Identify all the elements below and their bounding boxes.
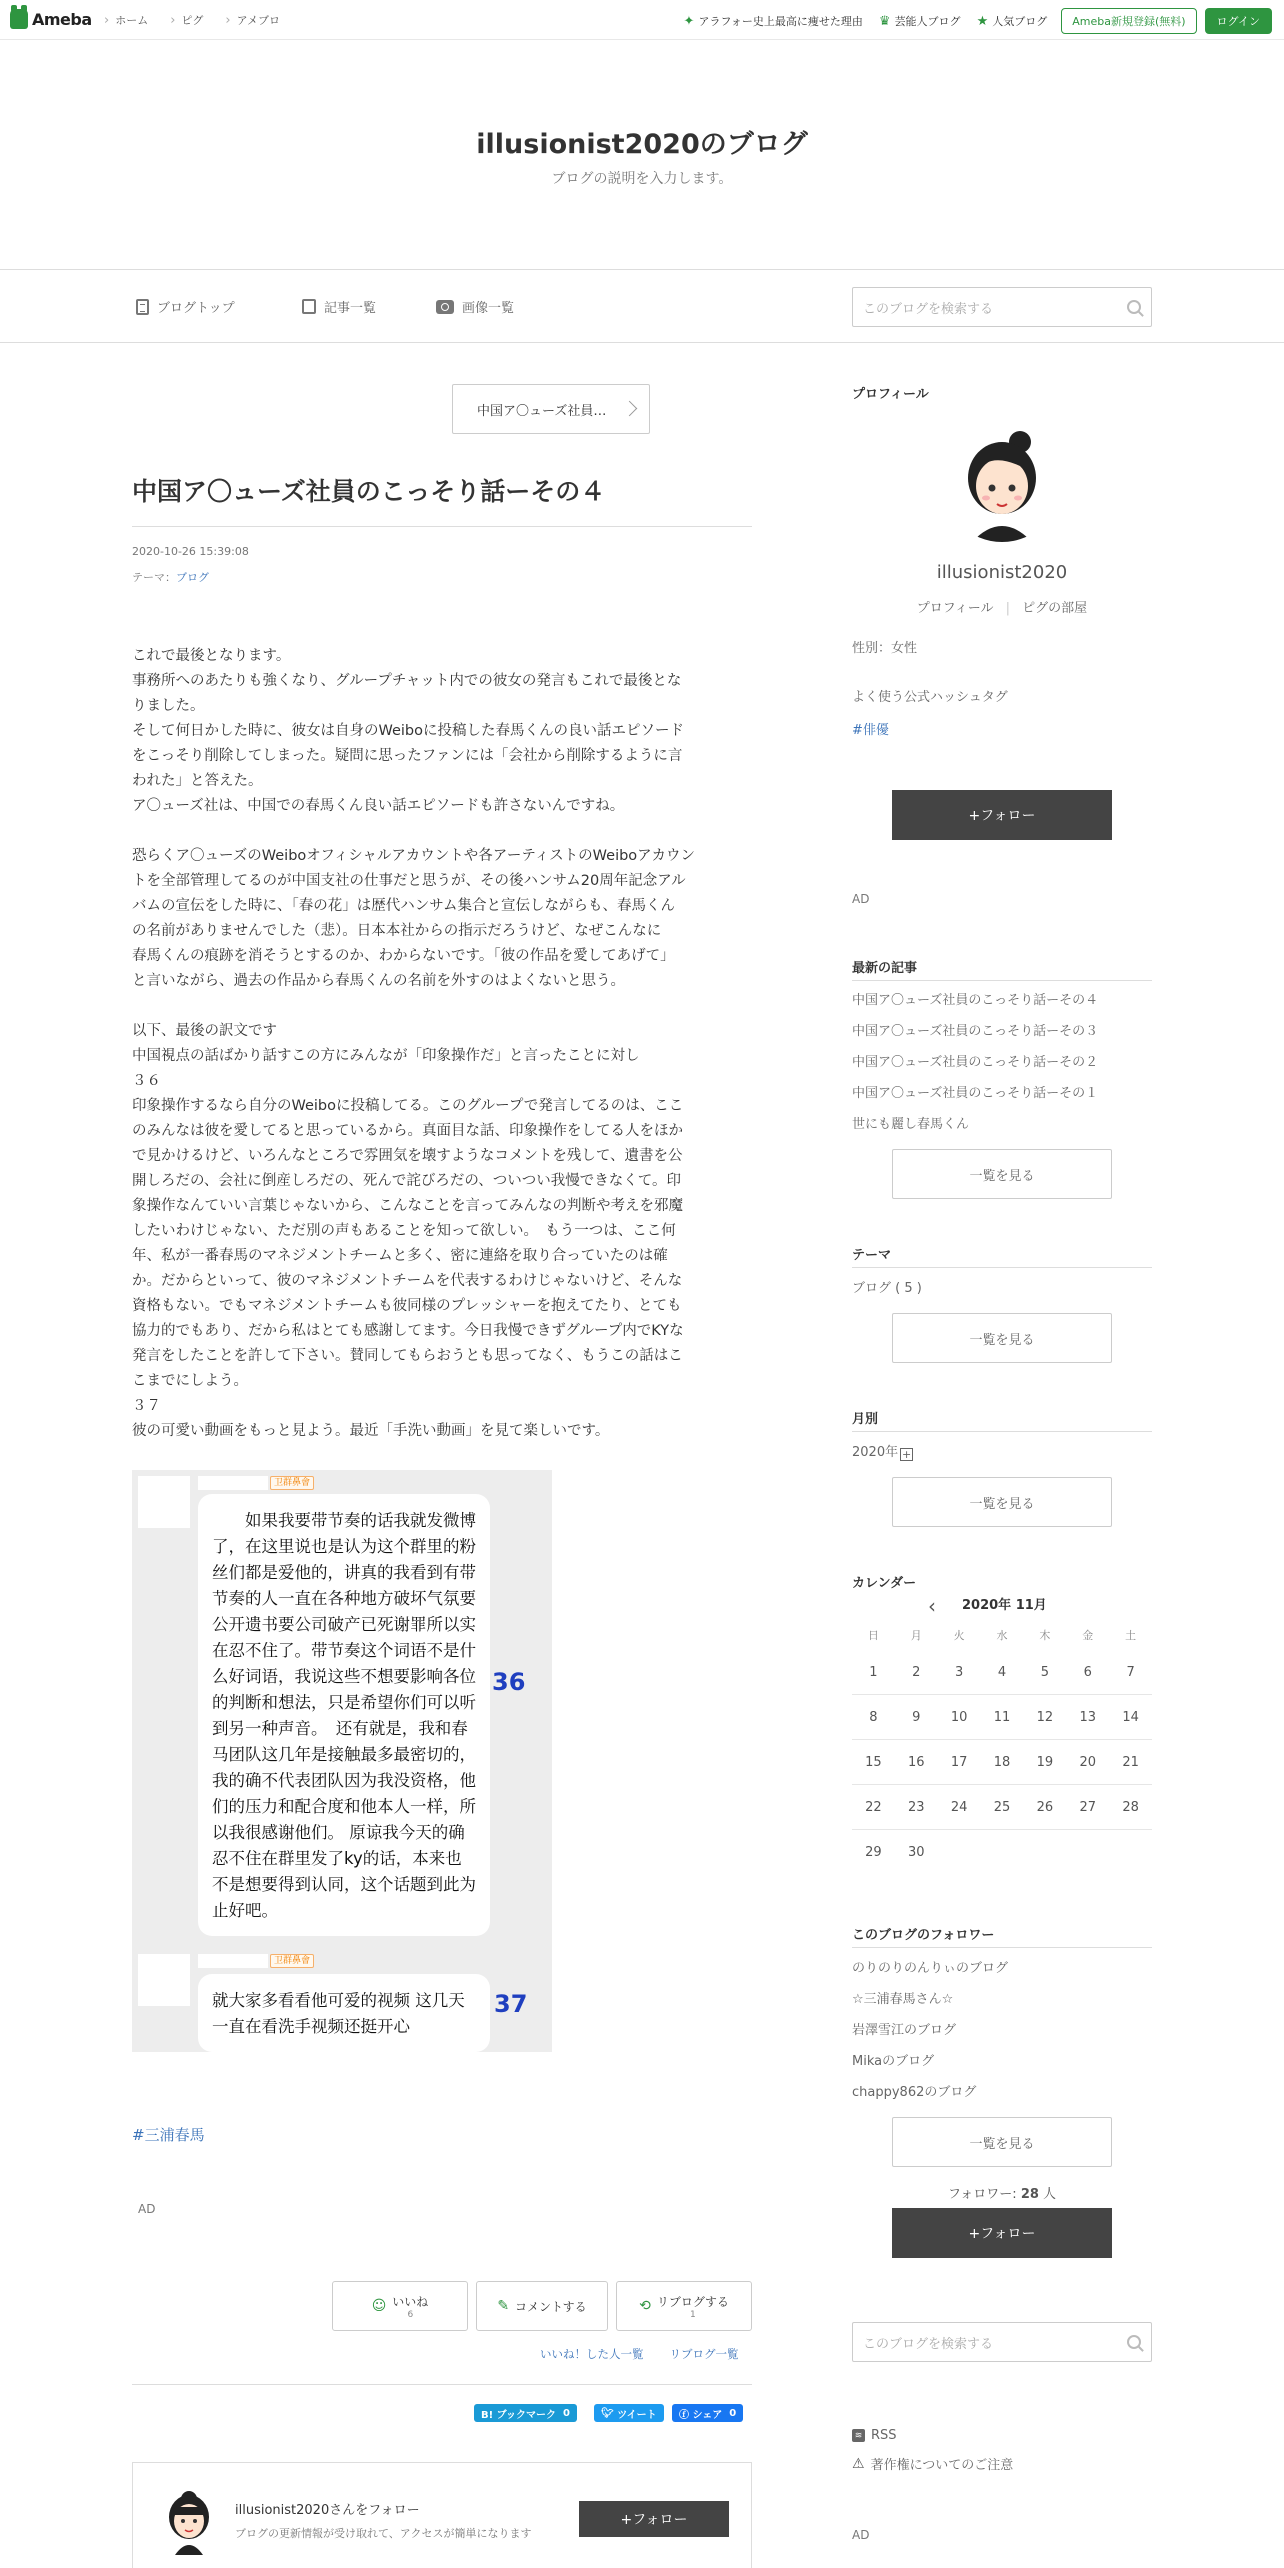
profile-heading: プロフィール [852,387,929,402]
pigg-room-link[interactable]: ピグの部屋 [1022,601,1088,616]
copyright-notice-link[interactable] [852,2454,1013,2473]
like-button[interactable] [332,2281,468,2331]
calendar-day: 8 [869,1709,878,1725]
calendar-day: 30 [908,1845,925,1860]
prev-entry-label: 中国ア〇ューズ社員… [477,403,607,419]
calendar-week-row [852,1740,1152,1785]
rss-link[interactable] [852,2428,897,2443]
month-item-label: 2020年 [852,1445,899,1460]
ameba-logo[interactable] [10,9,92,29]
weekday-label: 月 [910,1629,922,1642]
article-date: 2020-10-26 15:39:08 [132,545,249,558]
follower-link[interactable]: chappy862のブログ [852,2085,977,2100]
follower-link[interactable]: ☆三浦春馬さん☆ [852,1992,954,2007]
login-button[interactable]: ログイン [1205,8,1272,34]
article-theme-prefix: テーマ： [132,571,176,584]
divider [132,2384,752,2385]
calendar-day: 24 [950,1799,968,1815]
article-paragraph: 以下、最後の訳文です 中国視点の話ばかり話すこの方にみんなが「印象操作だ」と言ったことに対し ３６ 印象操作するなら自分のWeiboに投稿してる。このグループで発言してるのは、ここ のみんなは彼を愛してると思っているから。真面目な話、印象操作をしてる人をほか で見かけるけど、いろんなところで雰囲気を壊すようなコメントを残して、遺書を公 開しろだの、会社に倒産しろだの、死んで詫びろだの、ついつい我慢できなくて。印 象操作なんていい言葉じゃないから、こんなことを言ってみんなの判断や考えを邪魔 したいわけじゃない、ただ別の声もあることを知って欲しい。 もう一つは、ここ何 年、私が一番春馬のマネジメントチームと多く、密に連絡を取り合っていたのは確 か。だからといって、彼のマネジメントチームを代表するわけじゃないけど、そんな 資格もない。でもマネジメントチームも彼同様のプレッシャーを抱えてたり、とても 協力的でもあり、だから私はとても感謝してます。今日我慢できずグループ内でKYな 発言をしたことを許して下さい。賛同してもらおうとも思ってなく、もうこの話はこ こまでにしよう。 ３７ 彼の可愛い動画をもっと見よう。最近「手洗い動画」を見て楽しいです。 [132,1023,684,1439]
sidebar-ad-label: AD [852,892,870,906]
chat-number-label: 37 [494,1990,528,2018]
calendar-day: 18 [993,1754,1011,1770]
follower-count-unit: 人 [1043,2187,1057,2202]
recent-more-button[interactable]: 一覧を見る [892,1149,1112,1199]
calendar-week-row [852,1785,1152,1830]
register-button[interactable]: Ameba新規登録(無料) [1061,8,1196,34]
weekday-label: 火 [953,1629,965,1642]
promo-link-label: アラフォー史上最高に痩せた理由 [698,15,863,28]
crown-icon: ♛ [878,13,891,29]
chat-avatar [138,1476,190,1528]
profile-name[interactable]: illusionist2020 [936,562,1068,583]
chat-avatar [138,1954,190,2006]
follow-box [132,2462,752,2568]
calendar-day: 11 [993,1709,1011,1725]
reblog-label-wrap [657,2293,729,2320]
facebook-share-button[interactable] [672,2404,743,2422]
reblog-button[interactable] [616,2281,752,2331]
rss-icon: ≋ [852,2429,865,2442]
document-icon [136,299,149,315]
ameba-logo-text: Ameba [32,9,92,29]
global-header [0,0,1284,40]
like-label-wrap [392,2293,428,2320]
calendar-day: 29 [865,1845,882,1860]
star-icon: ✦ [683,13,695,29]
blog-search-input[interactable] [852,287,1152,327]
profile-link[interactable]: プロフィール [916,601,994,616]
calendar-day: 12 [1036,1709,1054,1725]
weekday-label: 日 [867,1629,879,1642]
follower-link[interactable]: Mikaのブログ [852,2054,935,2069]
nav-entry-list-label: 記事一覧 [324,301,377,316]
theme-more-button[interactable]: 一覧を見る [892,1313,1112,1363]
chat-username-redacted [198,1954,268,1968]
sidebar-ad-label-bottom: AD [852,2528,870,2542]
popular-blog-label: 人気ブログ [992,15,1048,28]
comment-label: コメントする [515,2299,587,2314]
divider [852,980,1152,981]
header-links [684,8,1272,34]
recent-entry-link[interactable]: 世にも麗し春馬くん [852,1117,970,1132]
weekday-label: 水 [996,1629,1008,1642]
followers-more-button[interactable]: 一覧を見る [892,2117,1112,2167]
chat-badge: 卫群鼻會 [270,1476,314,1490]
follower-link[interactable]: 岩澤雪江のブログ [852,2023,957,2038]
nav-image-list-label: 画像一覧 [462,301,515,316]
followers-heading: このブログのフォロワー [852,1928,995,1943]
ad-label: AD [138,2202,156,2216]
article-title[interactable]: 中国ア〇ューズ社員のこっそり話ーその４ [132,472,752,527]
monthly-more-button[interactable]: 一覧を見る [892,1477,1112,1527]
profile-gender: 性別：女性 [852,641,918,656]
calendar-day: 2 [912,1664,921,1680]
chat-username-redacted [198,1476,268,1490]
search-placeholder: このブログを検索する [863,2336,994,2352]
chat-bubble: 如果我要带节奏的话我就发微博了，在这里说也是认为这个群里的粉丝们都是爱他的，讲真的我看到有带节奏的人一直在各种地方破坏气氛要公开遗书要公司破产已死谢罪所以实在忍不住了。带节奏这个词语不是什么好词语，我说这些不想要影响各位的判断和想法，只是希望你们可以听到另一种声音。 还有就是，我和春马团队这几年是接触最多最密切的，我的确不代表团队因为我没资格，他们的压力和配合度和他本人一样，所以我很感谢他们。 原谅我今天的确忍不住在群里发了ky的话，本来也不是想要得到认同，这个话题到此为止好吧。 [198,1494,490,1936]
article-theme [132,569,209,585]
promo-link[interactable] [684,13,863,29]
hashtag-heading: よく使う公式ハッシュタグ [852,690,1008,705]
calendar-day: 1 [869,1664,878,1680]
article-paragraph: これで最後となります。 事務所へのあたりも強くなり、グループチャット内での彼女の発言もこれで最後とな りました。 そして何日かした時に、彼女は自身のWeiboに投稿した春馬くんの良い話エピソード をこっそり削除してしまった。疑問に思ったファンには「会社から削除するように言 われた」と答えた。 ア〇ューズ社は、中国での春馬くん良い話エピソードも許さないんですね。 [132,648,685,814]
follower-count-label: フォロワー: [947,2187,1017,2202]
chat-screenshot-image[interactable] [132,1470,552,2052]
gnav-home-link[interactable]: › ホーム [104,12,148,28]
calendar-day: 16 [908,1754,925,1770]
like-list-link[interactable]: いいね！した人一覧 [540,2347,644,2361]
nav-image-list[interactable] [436,297,514,316]
hatena-label: B! ブックマーク [481,2409,556,2421]
weekday-label: 金 [1082,1629,1094,1642]
star-icon: ★ [976,13,989,29]
month-item-link[interactable] [852,1441,913,1461]
calendar-month: 2020年 11月 [962,1598,1047,1613]
calendar-day: 25 [993,1799,1011,1815]
calendar-day: 10 [950,1709,968,1725]
nav-blog-top-label: ブログトップ [157,301,235,316]
calendar-day: 23 [908,1799,925,1815]
comment-button[interactable] [476,2281,608,2331]
article-body [132,644,752,1469]
calendar-day: 20 [1079,1754,1096,1770]
comment-icon: ✎ [497,2298,510,2314]
reblog-list-link[interactable]: リブログ一覧 [669,2347,739,2361]
prev-entry-button[interactable] [452,384,650,434]
smile-icon: ☺ [371,2298,387,2314]
sidebar-follow-button-bottom[interactable]: +フォロー [892,2208,1112,2258]
follow-box-title: illusionist2020さんをフォロー [235,2503,420,2518]
article-paragraph: 恐らくア〇ューズのWeiboオフィシャルアカウントや各アーティストのWeiboアカウン トを全部管理してるのが中国支社の仕事だと思うが、その後ハンサム20周年記念アル バムの宣伝をした時に、「春の花」は歴代ハンサム集合と宣伝しながらも、春馬くん の名前がありませんでした（悲）。日本本社からの指示だろうけど、なぜこんなに 春馬くんの痕跡を消そうとするのか、わからないです。「彼の作品を愛してあげて」 と言いながら、過去の作品から春馬くんの名前を外すのはよくないと思う。 [132,848,696,989]
calendar-day: 19 [1036,1754,1054,1770]
monthly-heading: 月別 [852,1412,879,1427]
calendar-week-row [852,1695,1152,1740]
calendar-grid [852,1620,1152,1875]
article-theme-link[interactable]: ブログ [176,571,209,584]
reblog-icon: ⟲ [639,2298,651,2314]
calendar-day: 15 [865,1754,882,1770]
camera-icon [436,300,454,314]
recent-entry-link[interactable]: 中国ア〇ューズ社員のこっそり話ーその４ [852,993,1099,1008]
calendar-day: 5 [1040,1664,1049,1680]
global-nav [104,12,280,28]
ameba-logo-icon [10,9,28,29]
blog-description: ブログの説明を入力します。 [551,171,733,187]
separator: | [1005,601,1011,616]
recent-entry-link[interactable]: 中国ア〇ューズ社員のこっそり話ーその３ [852,1024,1099,1039]
calendar-week-row [852,1830,1152,1875]
fb-share-label: シェア [692,2409,723,2421]
sidebar-follow-button[interactable]: +フォロー [892,790,1112,840]
calendar-day: 3 [955,1664,964,1680]
calendar-prev-icon[interactable]: ‹ [928,1594,936,1618]
recent-entry-link[interactable]: 中国ア〇ューズ社員のこっそり話ーその１ [852,1086,1099,1101]
theme-heading: テーマ [852,1248,892,1263]
weekday-label: 木 [1039,1629,1051,1642]
search-icon[interactable] [1127,2335,1141,2349]
follow-box-subtitle: ブログの更新情報が受け取れて、アクセスが簡単になります [235,2527,532,2540]
calendar-heading: カレンダー [852,1576,917,1591]
popular-blog-link[interactable] [977,13,1048,29]
reblog-count: 1 [690,2309,696,2320]
calendar-day: 13 [1079,1709,1096,1725]
calendar-weekday-row [852,1620,1152,1650]
divider [852,1267,1152,1268]
expand-icon[interactable]: + [901,1448,912,1461]
weekday-label: 土 [1125,1629,1137,1642]
calendar-day: 7 [1126,1664,1135,1680]
tweet-label: ツイート [617,2409,657,2421]
chat-badge: 卫群鼻會 [270,1954,314,1968]
calendar-day: 9 [912,1709,921,1725]
divider [852,1431,1152,1432]
recent-heading: 最新の記事 [852,961,918,976]
facebook-icon: ⓕ [679,2409,689,2421]
article-hashtag-link[interactable]: #三浦春馬 [132,2126,205,2144]
celebrity-blog-link[interactable] [879,13,961,29]
follower-count [852,2183,1152,2202]
twitter-icon: 🐦︎ [601,2407,614,2419]
celebrity-blog-label: 芸能人ブログ [894,15,961,28]
calendar-day: 21 [1122,1754,1139,1770]
calendar-day: 22 [865,1799,882,1815]
follower-count-value: 28 [1020,2187,1039,2202]
search-icon[interactable] [1127,300,1141,314]
gnav-ameblo-link[interactable]: › アメブロ [225,12,280,28]
blog-header [0,40,1284,270]
profile-avatar[interactable] [942,422,1062,542]
search-placeholder: このブログを検索する [863,301,994,317]
reblog-label: リブログする [656,2294,729,2309]
warning-icon: ⚠ [852,2455,865,2472]
tweet-button[interactable] [594,2404,664,2422]
theme-item-link[interactable]: ブログ ( 5 ) [852,1281,922,1296]
calendar-day: 6 [1083,1664,1092,1680]
calendar-day: 17 [950,1754,968,1770]
nav-entry-list[interactable] [302,297,376,316]
calendar-day: 26 [1036,1799,1054,1815]
copyright-label: 著作権についてのご注意 [870,2458,1014,2473]
divider [852,1947,1152,1948]
chat-number-label: 36 [492,1668,526,1696]
follow-box-avatar [157,2483,221,2555]
calendar-day: 4 [997,1664,1007,1680]
like-label: いいね [392,2294,429,2309]
calendar-week-row [852,1650,1152,1695]
documents-icon [302,299,316,314]
hatena-bookmark-button[interactable] [474,2404,577,2422]
calendar-day: 28 [1122,1799,1139,1815]
chat-bubble: 就大家多看看他可爱的视频 这几天一直在看洗手视频还挺开心 [198,1974,490,2052]
fb-share-count: 0 [729,2407,737,2419]
profile-avatar-image [942,422,1062,542]
calendar-day: 14 [1122,1709,1139,1725]
hatena-count: 0 [562,2407,570,2419]
follower-link[interactable]: のりのりのんりぃのブログ [852,1961,1009,1976]
nav-blog-top[interactable] [136,297,235,316]
sidebar-hashtag-link[interactable]: #俳優 [852,723,889,738]
like-count: 6 [407,2309,414,2320]
action-links [540,2346,739,2362]
gnav-pigg-link[interactable]: › ピグ [170,12,203,28]
recent-entry-link[interactable]: 中国ア〇ューズ社員のこっそり話ーその２ [852,1055,1099,1070]
sidebar-search-input[interactable] [852,2322,1152,2362]
blog-nav [0,271,1284,343]
profile-links [852,597,1152,616]
blog-title[interactable]: illusionist2020のブログ [476,129,808,160]
follow-box-follow-button[interactable]: +フォロー [579,2501,729,2537]
calendar-day: 27 [1079,1799,1096,1815]
rss-label: RSS [871,2428,897,2443]
